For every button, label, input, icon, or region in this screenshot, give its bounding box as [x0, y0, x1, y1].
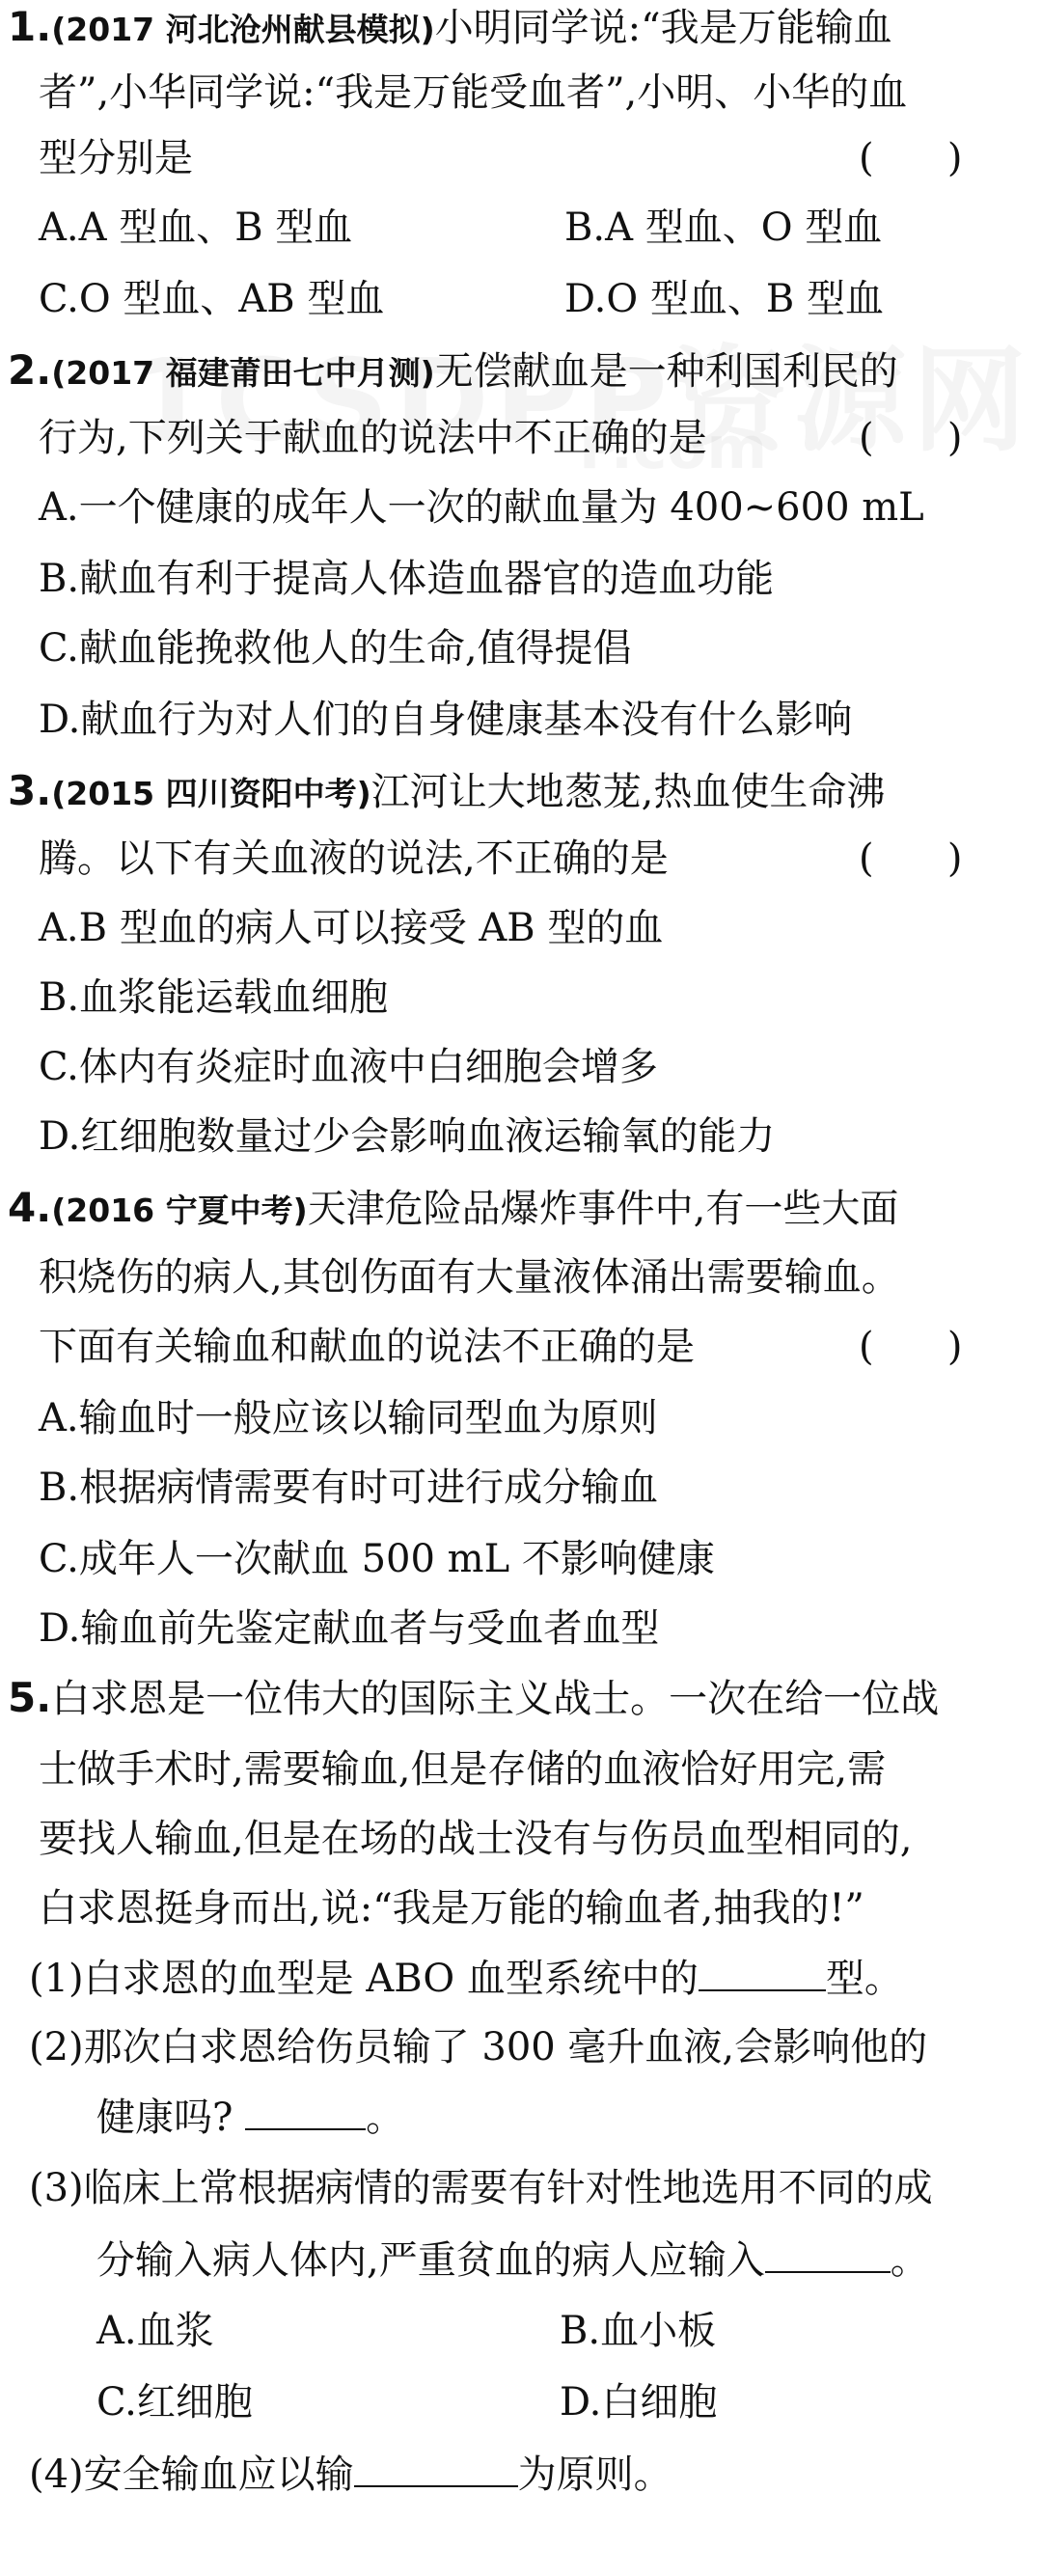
q3-option-a: A.B 型血的病人可以接受 AB 型的血 [39, 906, 664, 950]
q3-answer-paren: ( ) [859, 836, 963, 881]
q5-sub-2-text: (2)那次白求恩给伤员输了 300 毫升血液,会影响他的 [29, 2025, 928, 2069]
q4-option-c: C.成年人一次献血 500 mL 不影响健康 [39, 1537, 715, 1581]
q5-sub-1-text: (1)白求恩的血型是 ABO 血型系统中的 [29, 1957, 699, 2001]
q5-option-c: C.红细胞 [96, 2380, 253, 2425]
q5-sub-1-blank[interactable] [699, 1955, 826, 1991]
q3-line-1 [8, 768, 885, 817]
q1-stem-2: 者”,小华同学说:“我是万能受血者”,小明、小华的血 [39, 70, 908, 115]
q1-option-c: C.O 型血、AB 型血 [39, 277, 385, 321]
q4-answer-paren: ( ) [859, 1325, 963, 1369]
q5-sub-1 [29, 1955, 903, 2002]
q2-answer-paren: ( ) [859, 416, 963, 460]
q3-option-c: C.体内有炎症时血液中白细胞会增多 [39, 1045, 658, 1089]
q5-sub-3-cont [96, 2236, 929, 2284]
q4-line-1 [8, 1185, 898, 1234]
q3-stem-2: 腾。以下有关血液的说法,不正确的是 [39, 836, 669, 881]
q2-line-1 [8, 347, 898, 397]
q2-option-a: A.一个健康的成年人一次的献血量为 400~600 mL [39, 485, 924, 530]
q5-sub-2-blank[interactable] [245, 2094, 366, 2130]
q5-option-b: B.血小板 [560, 2309, 717, 2353]
q4-stem-3: 下面有关输血和献血的说法不正确的是 [39, 1325, 695, 1369]
q5-stem-3: 要找人输血,但是在场的战士没有与伤员血型相同的, [39, 1817, 913, 1861]
q1-line-1 [8, 4, 892, 53]
q2-option-d: D.献血行为对人们的自身健康基本没有什么影响 [39, 698, 853, 742]
q5-option-d: D.白细胞 [560, 2380, 718, 2425]
q5-sub-4-end: 为原则。 [517, 2453, 672, 2497]
q5-line-1 [8, 1675, 939, 1722]
q5-option-a: A.血浆 [96, 2309, 214, 2353]
q5-sub-4-text: (4)安全输血应以输 [29, 2453, 354, 2497]
q4-stem-1: 天津危险品爆炸事件中,有一些大面 [307, 1187, 899, 1231]
q4-source: (2016 宁夏中考) [51, 1192, 308, 1229]
q5-sub-1-end: 型。 [825, 1957, 903, 2001]
q4-number: 4. [8, 1184, 52, 1231]
q4-option-b: B.根据病情需要有时可进行成分输血 [39, 1466, 659, 1510]
q2-source: (2017 福建莆田七中月测) [51, 354, 435, 392]
q1-source: (2017 河北沧州献县模拟) [51, 11, 435, 48]
q1-stem-1: 小明同学说:“我是万能输血 [434, 6, 892, 50]
q5-stem-2: 士做手术时,需要输血,但是存储的血液恰好用完,需 [39, 1747, 887, 1792]
q3-option-b: B.血浆能运载血细胞 [39, 975, 389, 1020]
q1-option-a: A.A 型血、B 型血 [39, 206, 353, 250]
q3-source: (2015 四川资阳中考) [51, 775, 371, 812]
q5-sub-2-question: 健康吗? [96, 2096, 233, 2140]
q2-number: 2. [8, 346, 52, 394]
q4-option-a: A.输血时一般应该以输同型血为原则 [39, 1396, 658, 1440]
q5-sub-2-end: 。 [366, 2096, 405, 2140]
q1-number: 1. [8, 3, 52, 50]
q2-stem-1: 无偿献血是一种利国利民的 [434, 349, 898, 394]
q3-stem-1: 江河让大地葱茏,热血使生命沸 [370, 770, 886, 814]
q5-number: 5. [8, 1674, 52, 1721]
q4-option-d: D.输血前先鉴定献血者与受血者血型 [39, 1606, 660, 1651]
q1-stem-3: 型分别是 [39, 136, 193, 180]
q4-stem-2: 积烧伤的病人,其创伤面有大量液体涌出需要输血。 [39, 1255, 900, 1300]
q2-option-c: C.献血能挽救他人的生命,值得提倡 [39, 626, 632, 671]
q1-option-b: B.A 型血、O 型血 [564, 206, 883, 250]
q3-number: 3. [8, 767, 52, 814]
q3-option-d: D.红细胞数量过少会影响血液运输氧的能力 [39, 1114, 776, 1159]
q5-sub-2-cont [96, 2094, 404, 2141]
q5-sub-3-text: (3)临床上常根据病情的需要有针对性地选用不同的成 [29, 2166, 933, 2210]
q2-option-b: B.献血有利于提高人体造血器官的造血功能 [39, 557, 775, 601]
q1-option-d: D.O 型血、B 型血 [564, 277, 884, 321]
q5-sub-4 [29, 2451, 672, 2498]
q5-stem-4: 白求恩挺身而出,说:“我是万能的输血者,抽我的!” [39, 1886, 864, 1931]
q5-sub-3-text-2: 分输入病人体内,严重贫血的病人应输入 [96, 2238, 765, 2283]
q5-stem-1: 白求恩是一位伟大的国际主义战士。一次在给一位战 [51, 1677, 940, 1721]
q1-answer-paren: ( ) [859, 136, 963, 180]
q2-stem-2: 行为,下列关于献血的说法中不正确的是 [39, 416, 707, 460]
q5-sub-4-blank[interactable] [354, 2451, 518, 2487]
q5-sub-3-blank[interactable] [765, 2236, 891, 2273]
q5-sub-3-end: 。 [890, 2238, 929, 2283]
